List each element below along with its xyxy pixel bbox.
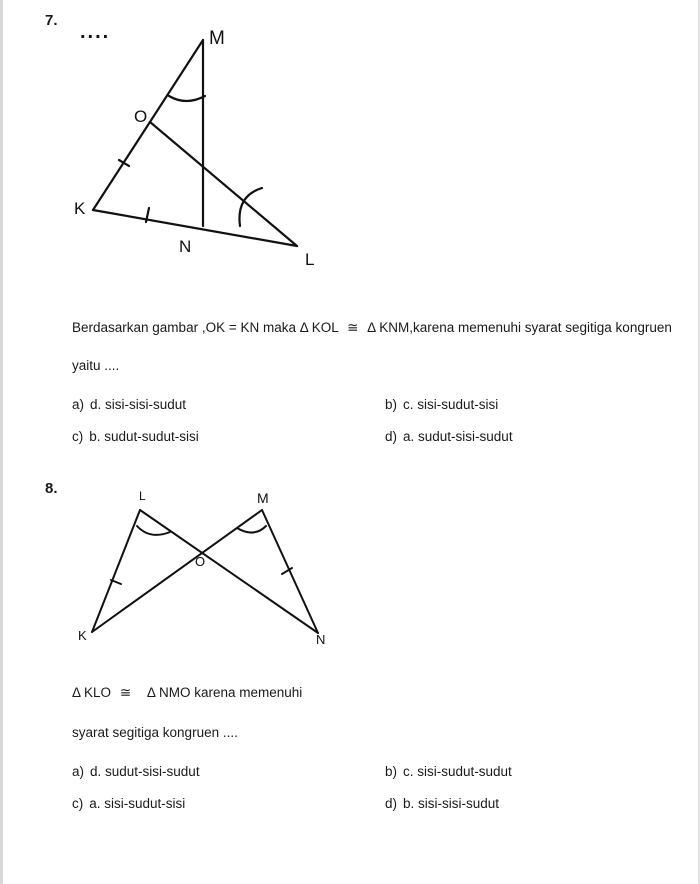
q7-label-o: O — [134, 107, 148, 126]
q7-angle-arc-m — [169, 96, 205, 101]
q7-option-d-label: d) — [385, 429, 398, 444]
q7-option-d-text: a. sudut-sisi-sudut — [403, 429, 513, 444]
q7-prompt-line2: yaitu .... — [72, 358, 120, 373]
q8-prompt — [72, 685, 302, 701]
q7-option-b-label: b) — [385, 397, 398, 412]
q7-label-k: K — [74, 199, 86, 218]
q8-option-c-text: a. sisi-sudut-sisi — [89, 796, 186, 811]
q8-congruent-symbol: ≅ — [119, 685, 132, 700]
q7-option-a[interactable] — [72, 397, 186, 412]
q8-label-k: K — [78, 628, 87, 643]
q7-option-d[interactable] — [385, 429, 513, 444]
q8-option-b-label: b) — [385, 764, 398, 779]
q7-number: 7. — [45, 12, 58, 29]
q8-option-a-text: d. sudut-sisi-sudut — [90, 764, 200, 779]
q7-option-c-text: b. sudut-sudut-sisi — [89, 429, 199, 444]
q8-option-d-text: b. sisi-sisi-sudut — [403, 796, 500, 811]
q8-label-n: N — [316, 632, 326, 647]
q8-option-c[interactable] — [72, 796, 185, 811]
q8-option-b[interactable] — [385, 764, 512, 779]
q7-prompt — [72, 320, 672, 336]
q7-triangle-symbol-2: Δ — [367, 320, 376, 335]
q8-option-a-label: a) — [72, 764, 85, 779]
q7-option-b[interactable] — [385, 397, 498, 412]
q8-label-o: O — [195, 554, 206, 569]
q7-segment-ol — [150, 122, 297, 246]
q7-option-a-text: d. sisi-sisi-sudut — [90, 397, 187, 412]
q7-congruent-symbol: ≅ — [347, 320, 359, 335]
q7-option-a-label: a) — [72, 397, 85, 412]
q7-triangle-1: KOL — [311, 320, 339, 335]
q7-triangle-symbol-1: Δ — [299, 320, 309, 335]
q8-prompt-line2: syarat segitiga kongruen .... — [72, 725, 238, 740]
q8-number: 8. — [45, 480, 58, 497]
q7-segment-kl — [93, 210, 297, 246]
q7-label-n: N — [179, 237, 192, 256]
q7-label-m: M — [209, 28, 225, 49]
q7-option-c-label: c) — [72, 429, 84, 444]
q8-triangle-2: NMO karena memenuhi — [158, 685, 303, 700]
q7-prompt-part1: Berdasarkan gambar ,OK = KN maka — [72, 320, 296, 335]
q8-option-a[interactable] — [72, 764, 200, 779]
q8-segment-ln — [140, 510, 318, 633]
q8-angle-arc-m — [237, 526, 266, 533]
q7-dots: .... — [80, 21, 111, 43]
q8-option-c-label: c) — [72, 796, 84, 811]
q8-option-b-text: c. sisi-sudut-sudut — [403, 764, 512, 779]
q7-option-b-text: c. sisi-sudut-sisi — [403, 397, 499, 412]
q8-label-m: M — [257, 490, 269, 506]
q8-option-d-label: d) — [385, 796, 398, 811]
q8-triangle-symbol-1: Δ — [72, 685, 81, 700]
q7-figure — [0, 0, 340, 275]
q8-label-l: L — [139, 489, 146, 503]
q7-segment-km — [93, 40, 203, 210]
q8-figure — [0, 480, 340, 655]
q8-option-d[interactable] — [385, 796, 499, 811]
q7-option-c[interactable] — [72, 429, 199, 444]
q7-triangle-2: KNM,karena memenuhi syarat segitiga kongruen — [379, 320, 672, 335]
q8-triangle-symbol-2: Δ — [146, 685, 156, 700]
q7-label-l: L — [305, 250, 315, 269]
q8-triangle-1: KLO — [84, 685, 112, 700]
